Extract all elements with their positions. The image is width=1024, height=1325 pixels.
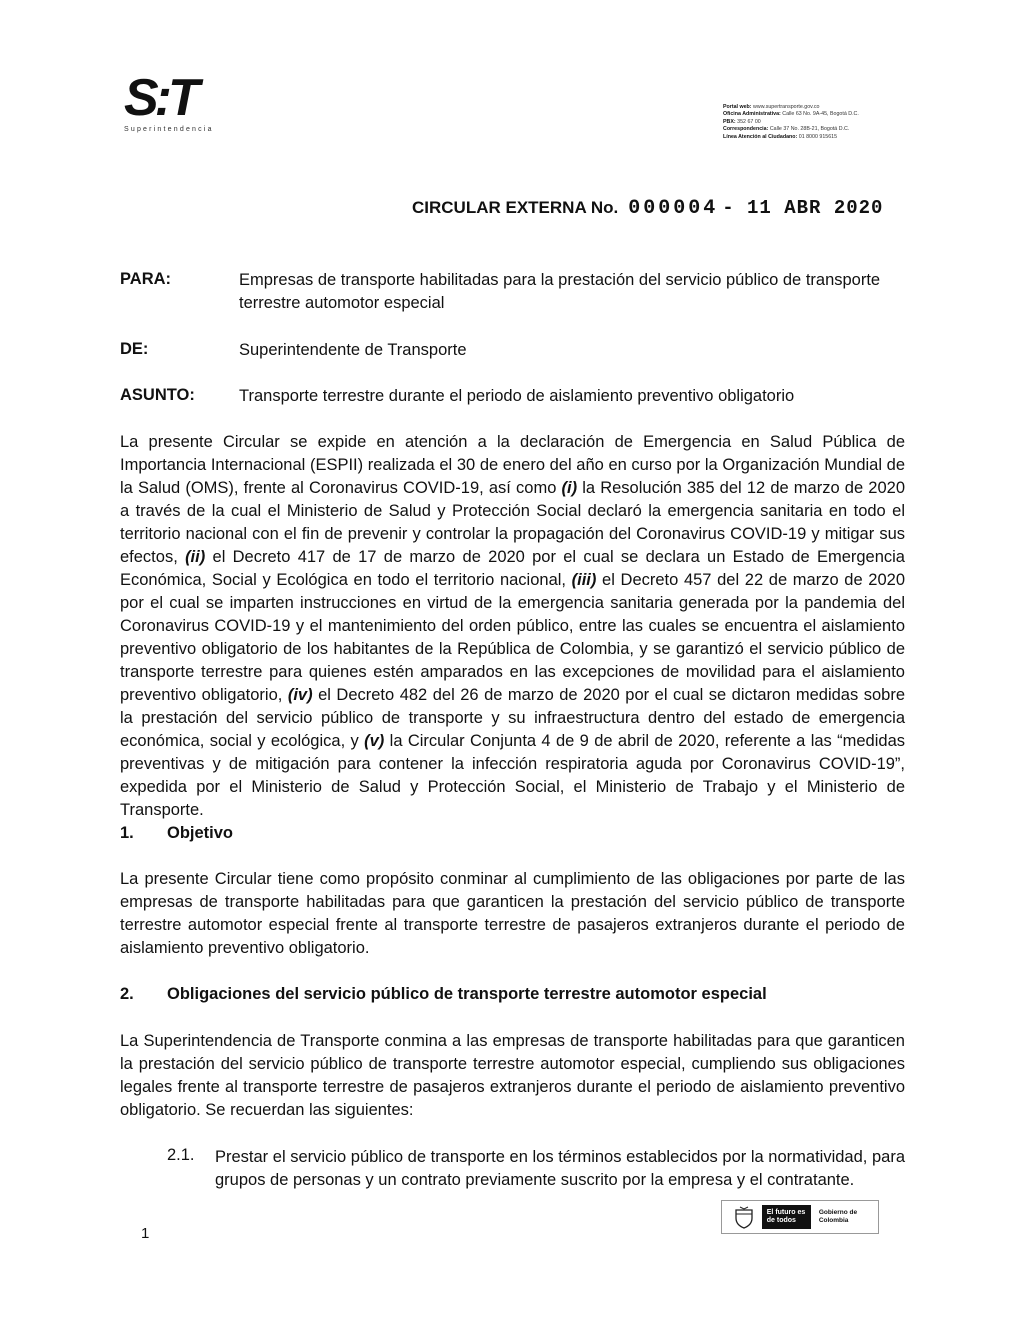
logo-subtitle: Superintendencia <box>124 126 214 133</box>
intro-paragraph: La presente Circular se expide en atención a la declaración de Emergencia en Salud Pública de Importancia Internacional (ESPII) realizada el 30 de enero del año en curso por la Organización Mundial de la Salud (OMS), frente al Coronavirus COVID-19, así como (i) la Resolución 385 del 12 de marzo de 2020 a través de la cual el Ministerio de Salud y Protección Social declaró la emergencia sanitaria en todo el territorio nacional con el fin de prevenir y controlar la propagación del Coronavirus COVID-19 y mitigar sus efectos, (ii) el Decreto 417 de 17 de marzo de 2020 por el cual se declara un Estado de Emergencia Económica, Social y Ecológica en todo el territorio nacional, (iii) el Decreto 457 del 22 de marzo de 2020 por el cual se imparten instrucciones en virtud de la emergencia sanitaria generada por la pandemia del Coronavirus COVID-19 y el mantenimiento del orden público, entre las cuales se encuentra el aislamiento preventivo obligatorio de los habitantes de la República de Colombia, y se garantizó el servicio público de transporte terrestre para quienes estén amparados en las excepciones de movilidad para el aislamiento preventivo obligatorio, (iv) el Decreto 482 del 26 de marzo de 2020 por el cual se dictaron medidas sobre la prestación del servicio público de transporte y su infraestructura dentro del estado de emergencia económica, social y ecológica, y (v) la Circular Conjunta 4 de 9 de abril de 2020, referente a las “medidas preventivas y de mitigación para contener la infección respiratoria aguda por Coronavirus COVID-19”, expedida por el Ministerio de Salud y Protección Social, el Ministerio de Trabajo y el Ministerio de Transporte. <box>120 433 905 819</box>
section-1-paragraph: La presente Circular tiene como propósito conminar al cumplimiento de las obligaciones por parte de las empresas de transporte habilitadas para que garanticen la prestación del servicio público de transporte terrestre automotor especial frente al transporte terrestre de pasajeros extranjeros durante el periodo de aislamiento preventivo obligatorio. <box>120 870 905 957</box>
contact-line-correspondence: Correspondencia: Calle 37 No. 28B-21, Bogotá D.C. <box>723 126 850 133</box>
government-badge <box>721 1200 879 1234</box>
roman-marker: (ii) <box>185 548 206 566</box>
contact-line-citizen: Línea Atención al Ciudadano: 01 8000 915615 <box>723 133 838 140</box>
asunto-label: ASUNTO: <box>120 386 195 404</box>
section-2-number: 2. <box>120 985 134 1003</box>
circular-title <box>412 197 883 220</box>
section-2-paragraph: La Superintendencia de Transporte conmina a las empresas de transporte habilitadas para que garanticen la prestación del servicio público de transporte terrestre automotor especial, cumpliendo sus obligaciones legales frente al transporte terrestre de pasajeros extranjeros durante el periodo de aislamiento preventivo obligatorio. Se recuerdan las siguientes: <box>120 1032 905 1119</box>
contact-info <box>723 104 923 141</box>
para-label: PARA: <box>120 270 172 288</box>
gobierno-text: Gobierno de Colombia <box>818 1209 858 1224</box>
roman-marker: (v) <box>364 732 385 750</box>
circular-label: CIRCULAR EXTERNA No. <box>412 198 619 217</box>
roman-marker: (iv) <box>287 686 313 704</box>
section-1-number: 1. <box>120 824 134 842</box>
asunto-value: Transporte terrestre durante el periodo de aislamiento preventivo obligatorio <box>239 387 795 405</box>
contact-line-pbx: PBX: 352 67 00 <box>723 118 761 125</box>
item-2-1-number: 2.1. <box>167 1146 195 1164</box>
colombia-coat-of-arms-icon <box>732 1204 756 1230</box>
para-value: Empresas de transporte habilitadas para la prestación del servicio público de transporte terrestre automotor especial <box>239 271 881 312</box>
section-2-title: Obligaciones del servicio público de transporte terrestre automotor especial <box>167 985 767 1003</box>
page-number: 1 <box>141 1225 150 1242</box>
logo-mark: S:T <box>124 69 196 127</box>
item-2-1-text: Prestar el servicio público de transporte en los términos establecidos por la normatividad, para grupos de personas y un contrato previamente suscrito por la empresa y el contratante. <box>215 1148 905 1189</box>
futuro-badge-text: El futuro es de todos <box>762 1205 811 1229</box>
de-value: Superintendente de Transporte <box>239 341 467 359</box>
roman-marker: (i) <box>561 479 578 497</box>
roman-marker: (iii) <box>571 571 597 589</box>
circular-number: 000004 <box>628 197 719 220</box>
de-label: DE: <box>120 340 149 358</box>
contact-line-web: Portal web: www.supertransporte.gov.co <box>723 104 820 110</box>
section-1-title: Objetivo <box>167 824 234 842</box>
circular-date-stamp: - 11 ABR 2020 <box>722 197 884 219</box>
superintendencia-logo <box>124 69 224 142</box>
contact-line-office: Oficina Administrativa: Calle 63 No. 9A-45, Bogotá D.C. <box>723 111 859 118</box>
